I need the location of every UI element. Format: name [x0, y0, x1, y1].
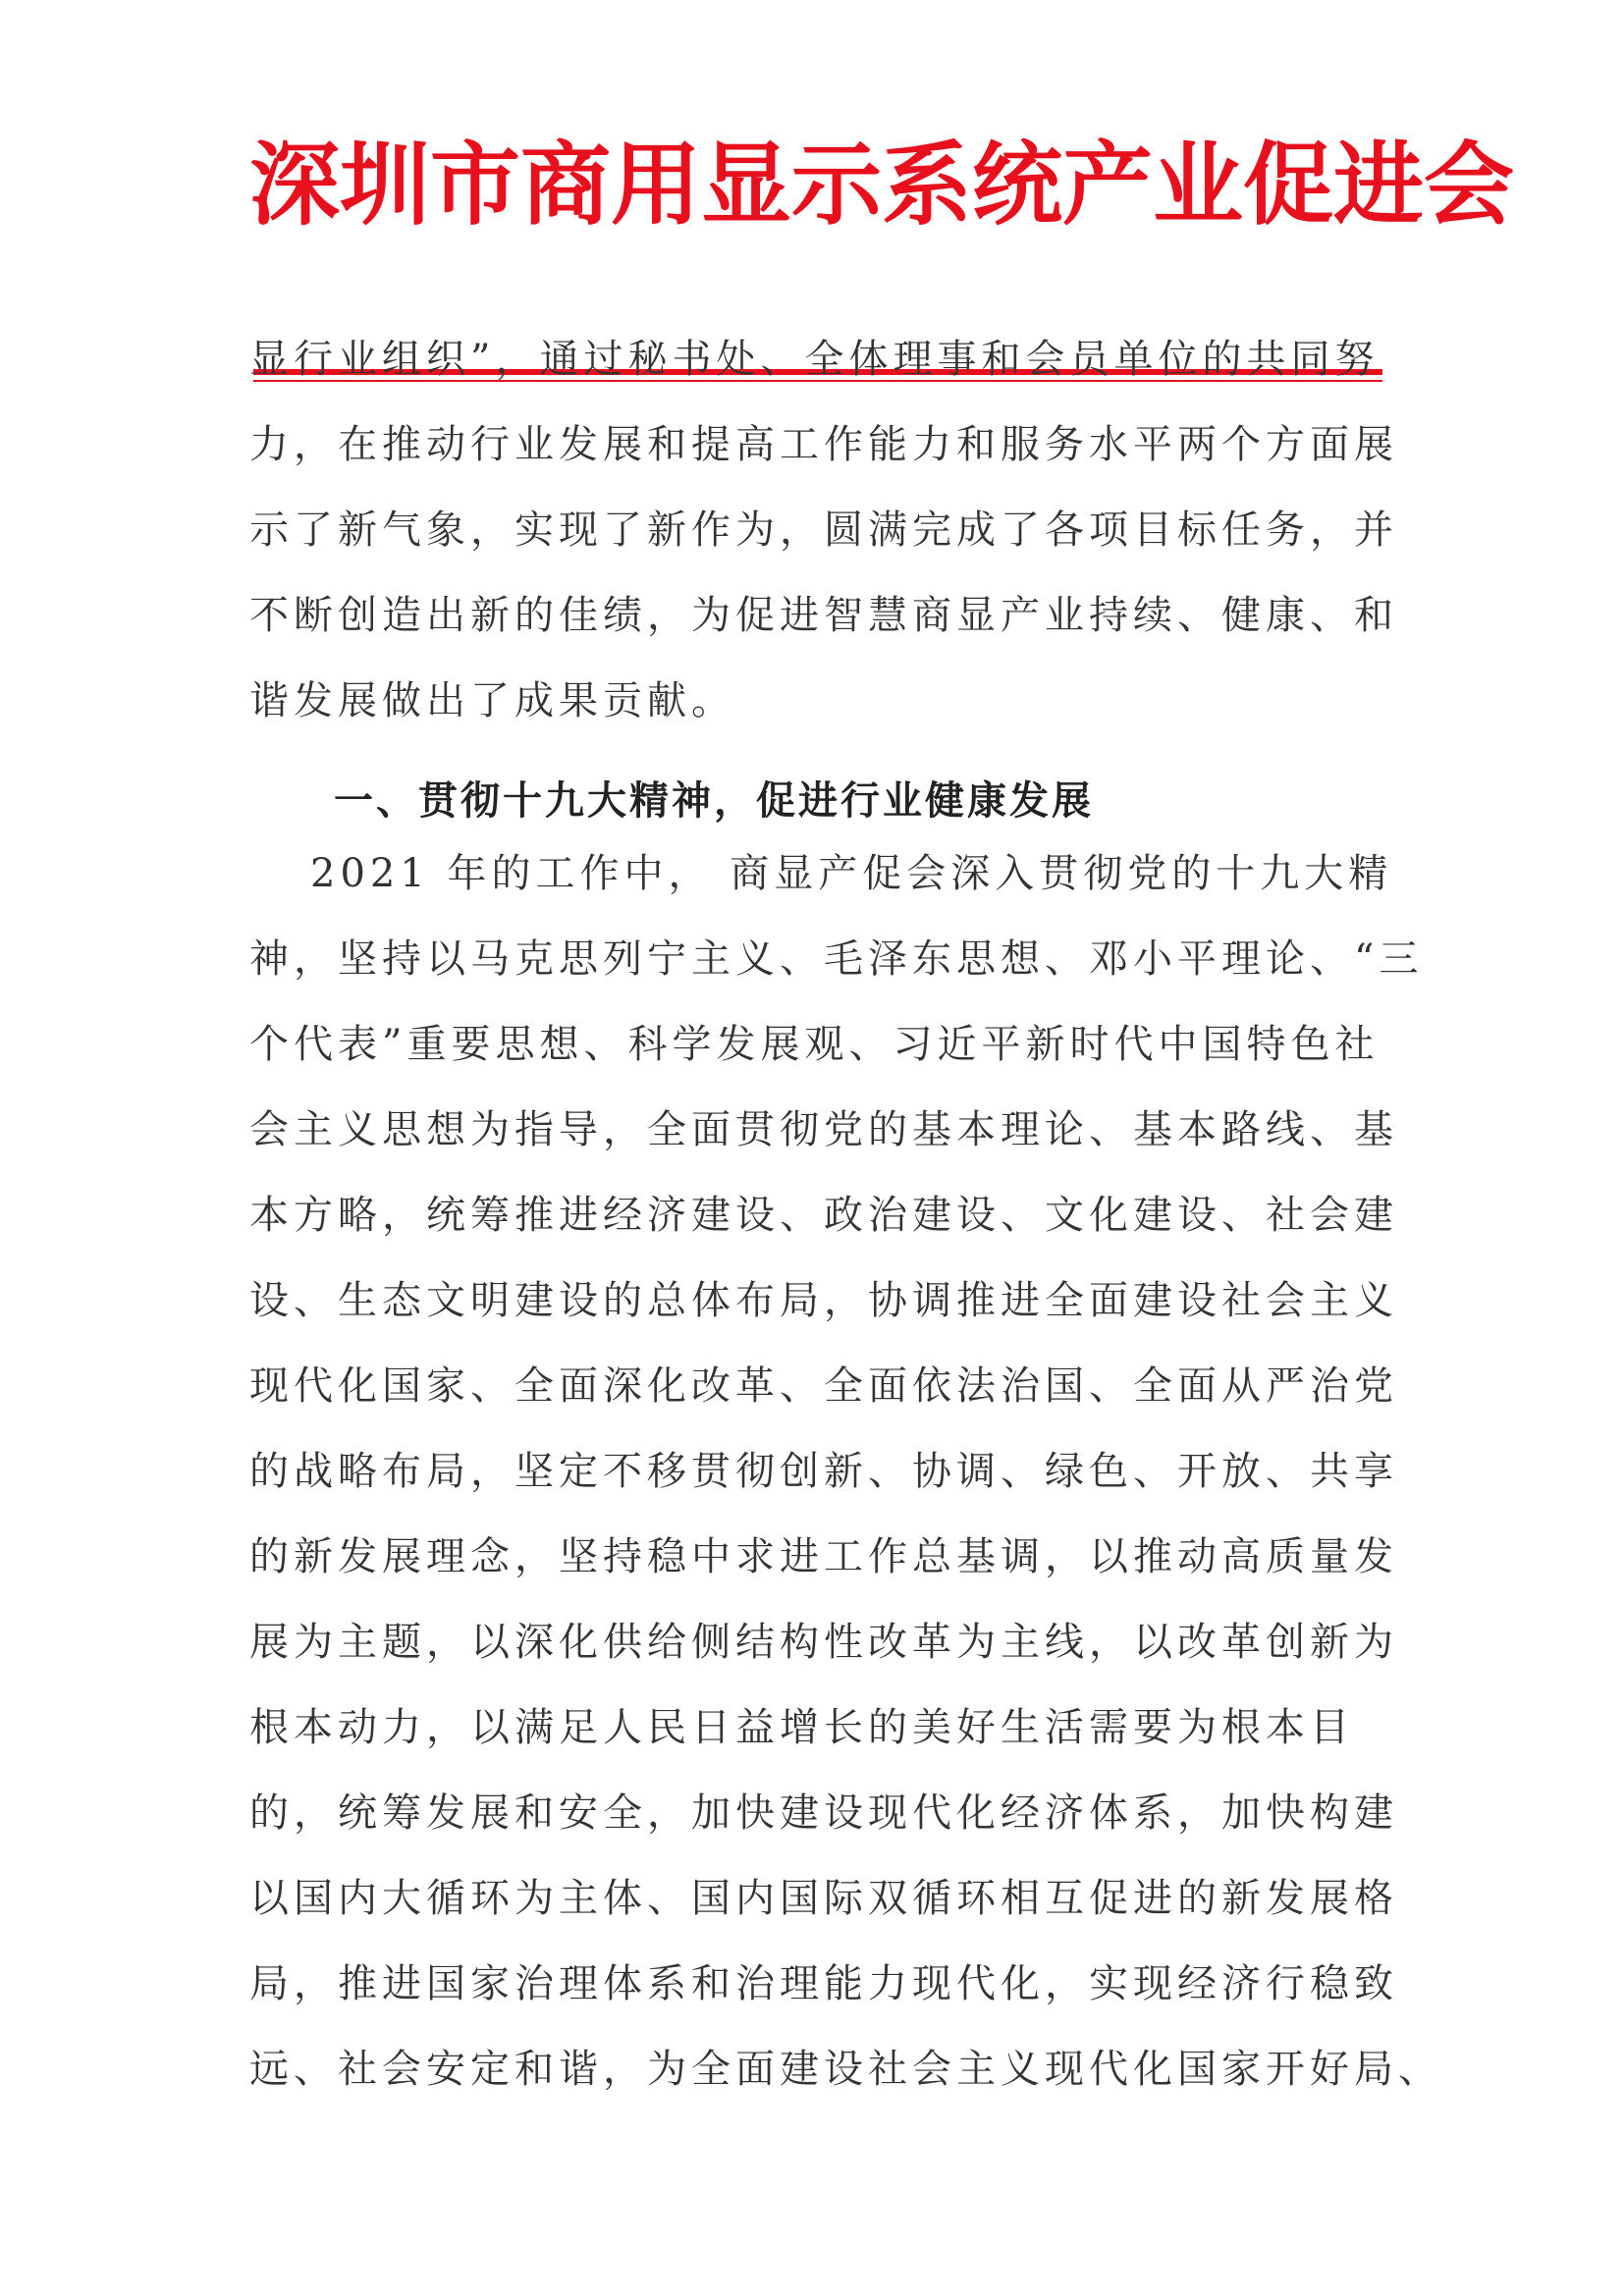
paragraph-line: 谐发展做出了成果贡献。 [249, 678, 735, 723]
paragraph-line: 个代表”重要思想、科学发展观、习近平新时代中国特色社 [249, 1022, 1380, 1067]
paragraph-line: 的，统筹发展和安全，加快建设现代化经济体系，加快构建 [249, 1790, 1398, 1836]
paragraph-line: 局，推进国家治理体系和治理能力现代化，实现经济行稳致 [249, 1961, 1398, 2006]
paragraph-line: 展为主题，以深化供给侧结构性改革为主线，以改革创新为 [249, 1620, 1398, 1665]
paragraph-line: 现代化国家、全面深化改革、全面依法治国、全面从严治党 [249, 1363, 1398, 1409]
section-heading: 一、贯彻十九大精神，促进行业健康发展 [334, 778, 1094, 824]
paragraph-line: 会主义思想为指导，全面贯彻党的基本理论、基本路线、基 [249, 1107, 1398, 1152]
paragraph-line: 显行业组织”，通过秘书处、全体理事和会员单位的共同努 [249, 337, 1380, 382]
paragraph-line: 力，在推动行业发展和提高工作能力和服务水平两个方面展 [249, 422, 1398, 467]
paragraph-line: 根本动力，以满足人民日益增长的美好生活需要为根本目 [249, 1705, 1354, 1750]
letterhead-title: 深圳市商用显示系统产业促进会 [249, 133, 1515, 238]
paragraph-line: 的战略布局，坚定不移贯彻创新、协调、绿色、开放、共享 [249, 1449, 1398, 1494]
paragraph-line: 设、生态文明建设的总体布局，协调推进全面建设社会主义 [249, 1278, 1398, 1323]
paragraph-line: 2021 年的工作中， 商显产促会深入贯彻党的十九大精 [310, 851, 1393, 896]
paragraph-line: 以国内大循环为主体、国内国际双循环相互促进的新发展格 [249, 1876, 1398, 1921]
paragraph-line: 神，坚持以马克思列宁主义、毛泽东思想、邓小平理论、“三 [249, 936, 1424, 982]
paragraph-line: 远、社会安定和谐，为全面建设社会主义现代化国家开好局、 [249, 2047, 1442, 2092]
paragraph-line: 本方略，统筹推进经济建设、政治建设、文化建设、社会建 [249, 1193, 1398, 1238]
paragraph-line: 示了新气象，实现了新作为，圆满完成了各项目标任务，并 [249, 507, 1398, 553]
paragraph-line: 的新发展理念，坚持稳中求进工作总基调，以推动高质量发 [249, 1534, 1398, 1579]
paragraph-line: 不断创造出新的佳绩，为促进智慧商显产业持续、健康、和 [249, 593, 1398, 638]
letterhead [249, 128, 1515, 255]
